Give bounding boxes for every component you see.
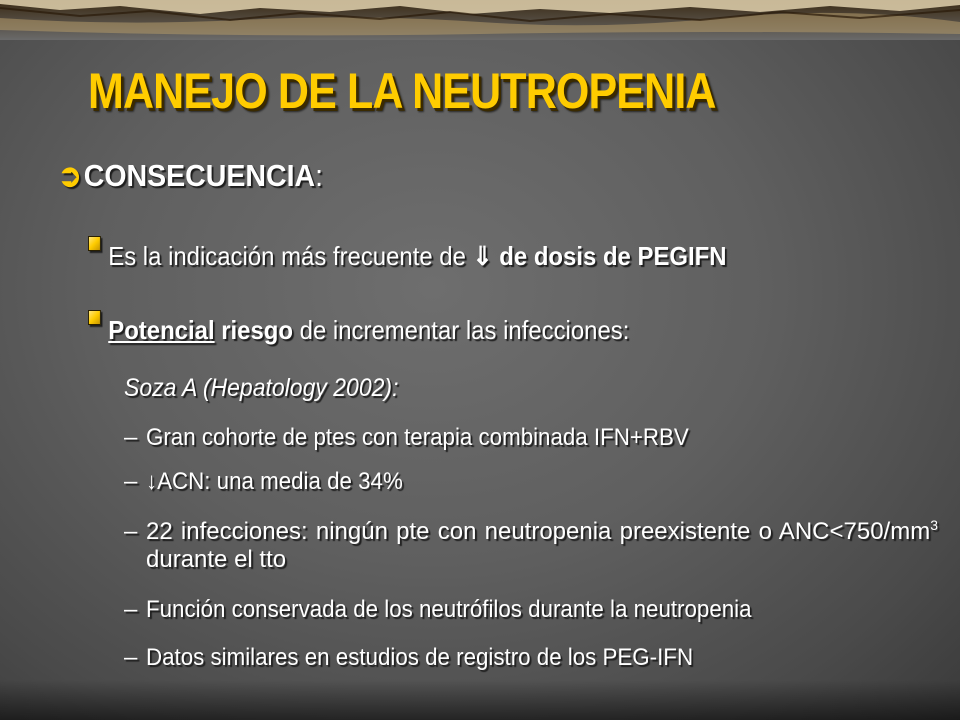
dash-marker: – [124, 644, 138, 671]
dash-marker: – [124, 518, 138, 545]
sub-item-5 [124, 644, 938, 672]
bullet-1-bold: de dosis de PEGIFN [492, 241, 727, 271]
sub-item-3-end: durante el tto [146, 546, 287, 573]
superscript: 3 [930, 517, 938, 533]
bullet-2-bold: riesgo [214, 315, 294, 345]
reference-colon: : [392, 374, 399, 402]
sub-item-3-text: 22 infecciones: ningún pte con neutropenia preexistente o ANC<750/mm [146, 518, 931, 545]
bullet-item-2 [88, 310, 629, 346]
sub-item-1 [124, 424, 938, 452]
reference-citation: Soza A (Hepatology 2002) [124, 374, 393, 402]
slide-title: MANEJO DE LA NEUTROPENIA [88, 63, 716, 119]
bullet-item-1 [88, 236, 727, 272]
circled-arrow-right-icon: ➲ [58, 158, 82, 193]
bullet-1-prefix: Es la indicación más frecuente de [108, 241, 473, 271]
reference-line [124, 374, 398, 403]
square-bullet-icon [88, 310, 101, 325]
main-bullet [58, 158, 323, 194]
main-bullet-colon: : [315, 158, 324, 193]
bullet-2-rest: de incrementar las infecciones: [293, 315, 630, 345]
sub-item-1-text: Gran cohorte de ptes con terapia combinada IFN+RBV [146, 424, 689, 451]
sub-item-4-text: Función conservada de los neutrófilos durante la neutropenia [146, 596, 752, 623]
sub-item-3 [124, 518, 938, 574]
dash-marker: – [124, 468, 138, 495]
sub-item-2-text: ACN: una media de 34% [157, 468, 403, 495]
square-bullet-icon [88, 236, 101, 251]
dash-marker: – [124, 596, 138, 623]
down-double-arrow-icon: ⇓ [472, 241, 493, 271]
sub-item-5-text: Datos similares en estudios de registro de los PEG-IFN [146, 644, 694, 671]
dash-marker: – [124, 424, 138, 451]
sub-item-4 [124, 596, 938, 624]
decorative-top-band [0, 0, 960, 40]
bullet-2-underlined: Potencial [108, 315, 215, 345]
decorative-bottom-shade [0, 680, 960, 720]
sub-item-2 [124, 468, 938, 496]
main-bullet-label: CONSECUENCIA [83, 158, 316, 193]
down-arrow-icon: ↓ [146, 468, 158, 495]
